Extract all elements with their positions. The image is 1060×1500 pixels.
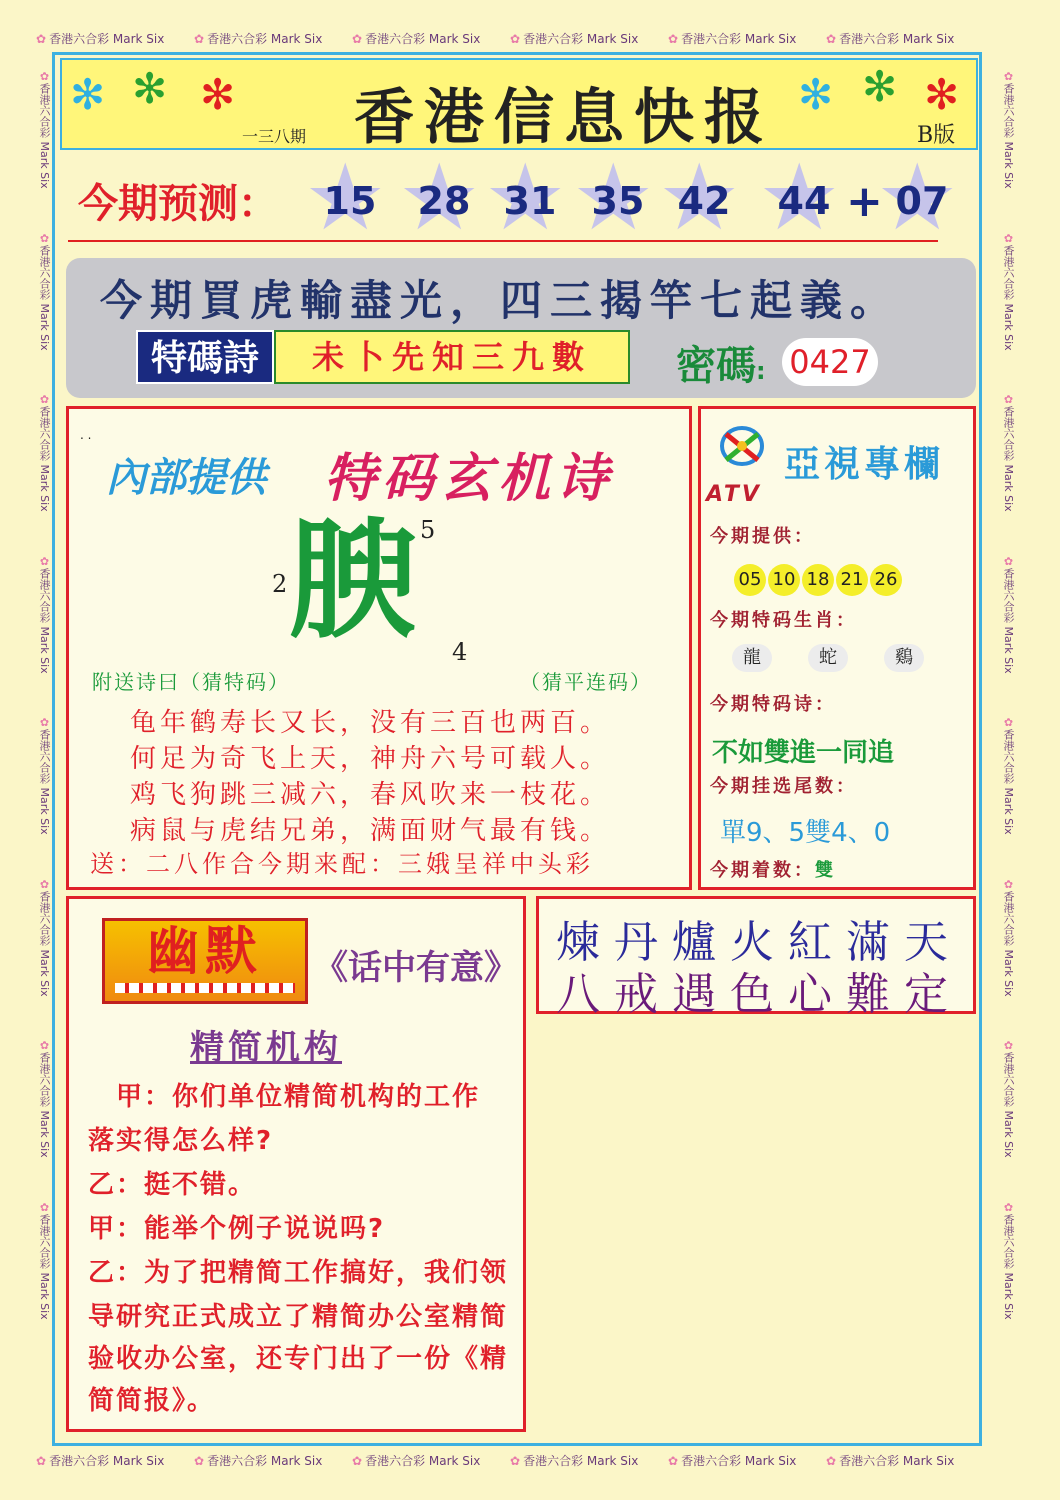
joke-line: 乙：挺不错。 [88, 1170, 257, 1200]
riddle-number-top: 5 [420, 516, 436, 544]
number-ball: 10 [768, 564, 800, 596]
joke-line: 导研究正式成立了精简办公室精简 [88, 1302, 509, 1332]
tail-label: 今期挂选尾数： [710, 776, 857, 797]
watermark-left: ✿香港六合彩 Mark Six ✿香港六合彩 Mark Six ✿香港六合彩 Mark Six ✿香港六合彩 Mark Six ✿香港六合彩 Mark Six ✿香港六合彩 Mark Six ✿香港六合彩 Mark Six ✿香港六合彩 Mark Six [38, 70, 51, 1320]
asterisk-icon: ✻ [132, 64, 168, 113]
riddle-character: 腴 [288, 507, 417, 656]
zodiac-label: 今期特码生肖： [710, 610, 857, 631]
zodiac-badge: 蛇 [808, 644, 848, 672]
riddle-line: 鸡飞狗跳三减六，春风吹来一枝花。 [130, 780, 611, 810]
riddle-line: 何足为奇飞上天，神舟六号可载人。 [130, 744, 611, 774]
prediction-number: ★ 15 [310, 166, 390, 236]
prediction-number: ★ 44 [764, 166, 844, 236]
password-value: 0427 [782, 338, 878, 386]
poem-label: 今期特码诗： [710, 694, 836, 715]
asterisk-icon: ✻ [862, 62, 898, 111]
asterisk-icon: ✻ [924, 70, 960, 119]
zodiac-badge: 鷄 [884, 644, 924, 672]
number-ball: 05 [734, 564, 766, 596]
prediction-number: ★ 42 [664, 166, 744, 236]
dots: . . [80, 428, 92, 442]
slogan: 今期買虎輸盡光，四三揭竿七起義。 [100, 276, 901, 325]
joke-line: 验收办公室，还专门出了一份《精 [88, 1344, 509, 1374]
riddle-number-bottom: 4 [452, 638, 468, 666]
prediction-number: ★ 31 [490, 166, 570, 236]
tema-poem-value: 未卜先知三九數 [274, 330, 630, 384]
atv-poem: 不如雙進一同追 [712, 738, 895, 768]
riddle-right-note: （猜平连码） [520, 670, 652, 694]
page-title: 香港信息快报 [354, 83, 774, 153]
number-ball: 26 [870, 564, 902, 596]
tema-poem-label: 特碼詩 [136, 330, 274, 384]
asterisk-icon: ✻ [70, 70, 106, 119]
joke-line: 甲：你们单位精简机构的工作 [88, 1082, 481, 1112]
joke-heading: 精简机构 [190, 1028, 342, 1068]
riddle-heading: 特码玄机诗 [324, 449, 615, 509]
joke-line: 简简报》。 [88, 1386, 216, 1416]
issue-number: 一三八期 [242, 127, 307, 146]
number-ball: 21 [836, 564, 868, 596]
prediction-number: ★ 35 [578, 166, 658, 236]
edition-label: B版 [917, 123, 956, 148]
header-banner [60, 58, 978, 153]
asterisk-icon: ✻ [200, 70, 236, 119]
watermark-bottom: ✿ 香港六合彩 Mark Six ✿ 香港六合彩 Mark Six ✿ 香港六合彩 Mark Six ✿ 香港六合彩 Mark Six ✿ 香港六合彩 Mark Six ✿ 香港六合彩 Mark Six [36, 1454, 955, 1468]
atv-title: 亞視專欄 [784, 444, 945, 485]
plus-sign: + [846, 176, 883, 227]
verse-line: 八戒遇色心難定 [556, 969, 962, 1020]
verse-line: 煉丹爐火紅滿天 [556, 917, 962, 968]
wave-decoration [115, 983, 295, 993]
password-label: 密碼: [676, 343, 766, 389]
prediction-label: 今期预测： [78, 181, 278, 227]
number-ball: 18 [802, 564, 834, 596]
watermark-top: ✿ 香港六合彩 Mark Six ✿ 香港六合彩 Mark Six ✿ 香港六合彩 Mark Six ✿ 香港六合彩 Mark Six ✿ 香港六合彩 Mark Six ✿ 香港六合彩 Mark Six [36, 32, 955, 46]
joke-subtitle: 《话中有意》 [314, 948, 518, 988]
joke-line: 甲：能举个例子说说吗? [88, 1214, 386, 1244]
joke-line: 落实得怎么样? [88, 1126, 274, 1156]
special-number: ★ 07 [882, 166, 962, 236]
zodiac-badge: 龍 [732, 644, 772, 672]
riddle-left-note: 附送诗曰（猜特码） [92, 670, 290, 694]
riddle-line: 龟年鹤寿长又长，没有三百也两百。 [130, 708, 611, 738]
atv-logo-text: ATV [706, 482, 762, 507]
joke-badge-text: 幽默 [146, 922, 263, 982]
atv-logo-icon [712, 424, 772, 474]
provide-label: 今期提供： [710, 526, 815, 547]
tail-value: 單9、5雙4、0 [720, 818, 891, 848]
riddle-number-left: 2 [272, 570, 288, 598]
joke-line: 乙：为了把精简工作搞好，我们领 [88, 1258, 509, 1288]
divider [68, 240, 938, 242]
riddle-line: 病鼠与虎结兄弟，满面财气最有钱。 [130, 816, 611, 846]
parity-label: 今期着数：雙 [710, 860, 836, 881]
provider-label: 內部提供 [106, 455, 266, 501]
riddle-footer: 送：二八作合今期来配：三娥呈祥中头彩 [90, 850, 594, 878]
prediction-number: ★ 28 [404, 166, 484, 236]
watermark-right: ✿香港六合彩 Mark Six ✿香港六合彩 Mark Six ✿香港六合彩 Mark Six ✿香港六合彩 Mark Six ✿香港六合彩 Mark Six ✿香港六合彩 Mark Six ✿香港六合彩 Mark Six ✿香港六合彩 Mark Six [1002, 70, 1015, 1320]
joke-badge [102, 918, 308, 1004]
asterisk-icon: ✻ [798, 70, 834, 119]
